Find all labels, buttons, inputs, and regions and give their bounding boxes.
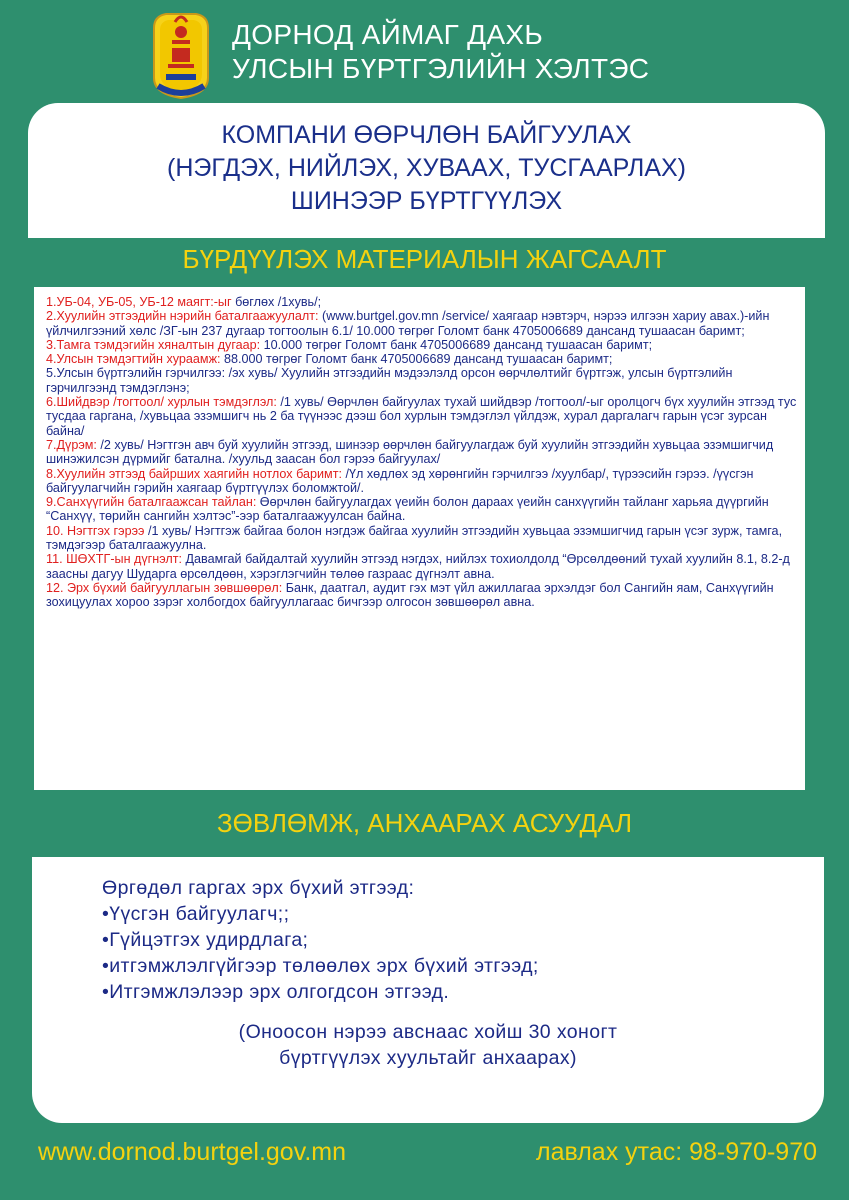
advice-list [102, 875, 539, 1005]
list-item [46, 581, 797, 610]
list-item-label: 12. Эрх бүхий байгууллагын зөвшөөрөл: [46, 580, 283, 595]
advice-item: •Итгэмжлэлээр эрх олгогдсон этгээд. [102, 981, 450, 1003]
materials-list-box [34, 287, 805, 790]
list-item-text: 88.000 төгрөг Голомт банк 4705006689 дансанд тушаасан баримт; [220, 352, 613, 367]
advice-note [32, 1019, 824, 1071]
org-title-line1: ДОРНОД АЙМАГ ДАХЬ [232, 19, 544, 50]
list-item-text: /1 хувь/ Нэгтгэж байгаа болон нэгдэж байгаа хуулийн этгээдийн хувьцаа эзэмшигчид гарын үсэг зурж, тамга, тэмдэгээр баталгаажуулна. [46, 523, 783, 553]
list-item-text: Давамгай байдалтай хуулийн этгээд нэгдэх, нийлэх тохиолдолд “Өрсөлдөөний тухай хуулийн 8.1, 8.2-д заасны дагуу Шударга өрсөлдөөн, хэрэглэгчийн төлөө газраас дүгнэлт авна. [46, 552, 790, 581]
org-title-line2: УЛСЫН БҮРТГЭЛИЙН ХЭЛТЭС [232, 53, 650, 84]
list-item-label: 8.Хуулийн этгээд байрших хаягийн нотлох баримт: [46, 466, 342, 481]
list-item-text: Өөрчлөн байгуулагдах үеийн болон дараах үеийн санхүүгийн тайланг харьяа дүүргийн “Санхүү, төрийн сангийн хэлтэс”-ээр баталгаажуулсан байна. [46, 495, 769, 524]
list-item-label: 6.Шийдвэр /тогтоол/ хурлын тэмдэглэл: [46, 395, 277, 410]
contact-phone: лавлах утас: 98-970-970 [536, 1138, 817, 1166]
service-title-line1: КОМПАНИ ӨӨРЧЛӨН БАЙГУУЛАХ [221, 121, 632, 149]
list-item-label: 3.Тамга тэмдэгийн хяналтын дугаар: [46, 337, 261, 352]
advice-item: •Гүйцэтгэх удирдлага; [102, 929, 309, 951]
list-item [46, 295, 797, 309]
list-item [46, 309, 797, 338]
list-item-text: Банк, даатгал, аудит гэх мэт үйл ажиллагаа эрхэлдэг бол Сангийн яам, Санхүүгийн зохицуулах хороо зэрэг холбогдох байгууллагаас бичгээр олгосон зөвшөөрөл авна. [46, 580, 774, 610]
list-item-label: 10. Нэгтгэх гэрээ [46, 523, 145, 538]
org-title [232, 18, 649, 86]
materials-list [34, 287, 805, 610]
list-item-text: /2 хувь/ Нэгтгэн авч буй хуулийн этгээд, шинээр өөрчлөн байгуулагдаж буй хуулийн этгээдийн хувьцаа эзэмшигчид шинэжилсэн дүрмийг батална. /хуульд заасан бол гэрээ байгуулах/ [46, 437, 774, 467]
list-item-label: 1.УБ-04, УБ-05, УБ-12 маягт:-ыг [46, 295, 232, 309]
materials-heading: БҮРДҮҮЛЭХ МАТЕРИАЛЫН ЖАГСААЛТ [182, 244, 667, 274]
list-item [46, 524, 797, 553]
list-item-text: 10.000 төгрөг Голомт банк 4705006689 дансанд тушаасан баримт; [260, 337, 653, 352]
website-link[interactable]: www.dornod.burtgel.gov.mn [38, 1138, 347, 1166]
list-item-label: 4.Улсын тэмдэгтийн хураамж: [46, 352, 221, 367]
list-item [46, 366, 797, 395]
list-item [46, 467, 797, 496]
list-item-label: 2.Хуулийн этгээдийн нэрийн баталгаажуулалт: [46, 309, 319, 324]
list-item [46, 352, 797, 366]
service-title-line2: (НЭГДЭХ, НИЙЛЭХ, ХУВААХ, ТУСГААРЛАХ) [167, 154, 686, 182]
list-item [46, 438, 797, 467]
list-item-text: /1 хувь/ Өөрчлөн байгуулах тухай шийдвэр /тогтоол/-ыг оролцогч бүх хуулийн этгээд тус тусдаа гаргана, /хувьцаа эзэмшигч нь 2 ба түүнээс дээш бол хурлын тэмдэглэл үйлдэж, хурал даргалагч гарын үсэг зурсан байна/ [46, 395, 797, 438]
list-item [46, 495, 797, 524]
advice-item: •итгэмжлэлгүйгээр төлөөлөх эрх бүхий этгээд; [102, 955, 539, 977]
advice-box [32, 857, 824, 1123]
state-registration-emblem-icon [146, 8, 216, 100]
advice-note-line2: бүртгүүлэх хуультайг анхаарах) [279, 1047, 577, 1069]
service-title-box [28, 103, 825, 238]
list-item [46, 395, 797, 438]
advice-note-line1: (Оноосон нэрээ авснаас хойш 30 хоногт [238, 1021, 618, 1043]
list-item [46, 338, 797, 352]
list-item-label: 11. ШӨХТГ-ын дүгнэлт: [46, 552, 182, 567]
list-item-text: бөглөх /1хувь/; [231, 295, 322, 309]
advice-intro: Өргөдөл гаргах эрх бүхий этгээд: [102, 877, 415, 899]
advice-heading: ЗӨВЛӨМЖ, АНХААРАХ АСУУДАЛ [216, 808, 633, 838]
list-item-label: 7.Дүрэм: [46, 437, 97, 452]
list-item-text: 5.Улсын бүртгэлийн гэрчилгээ: /эх хувь/ Хуулийн этгээдийн мэдээлэлд орсон өөрчлөлтийг бүртгэж, улсын бүртгэлийн гэрчилгээнд тэмдэглэнэ; [46, 366, 733, 395]
list-item-text: /Үл хөдлөх эд хөрөнгийн гэрчилгээ /хуулбар/, түрээсийн гэрээ. /үүсгэн байгуулагчийн гэрийн хаягаар бүртгүүлэх боломжтой/. [46, 466, 754, 495]
service-title-line3: ШИНЭЭР БҮРТГҮҮЛЭХ [290, 187, 563, 215]
list-item-text: (www.burtgel.gov.mn /service/ хаягаар нэвтэрч, нэрээ илгээн хариу авах.)-ийн үйлчилгээний хөлс /ЗГ-ын 237 дугаар тогтоолын 6.1/ 10.000 төгрөг Голомт банк 4705006689 дансанд тушаасан баримт; [46, 309, 770, 338]
list-item [46, 552, 797, 581]
list-item-label: 9.Санхүүгийн баталгаажсан тайлан: [46, 495, 257, 510]
advice-item: •Үүсгэн байгуулагч;; [102, 903, 290, 925]
